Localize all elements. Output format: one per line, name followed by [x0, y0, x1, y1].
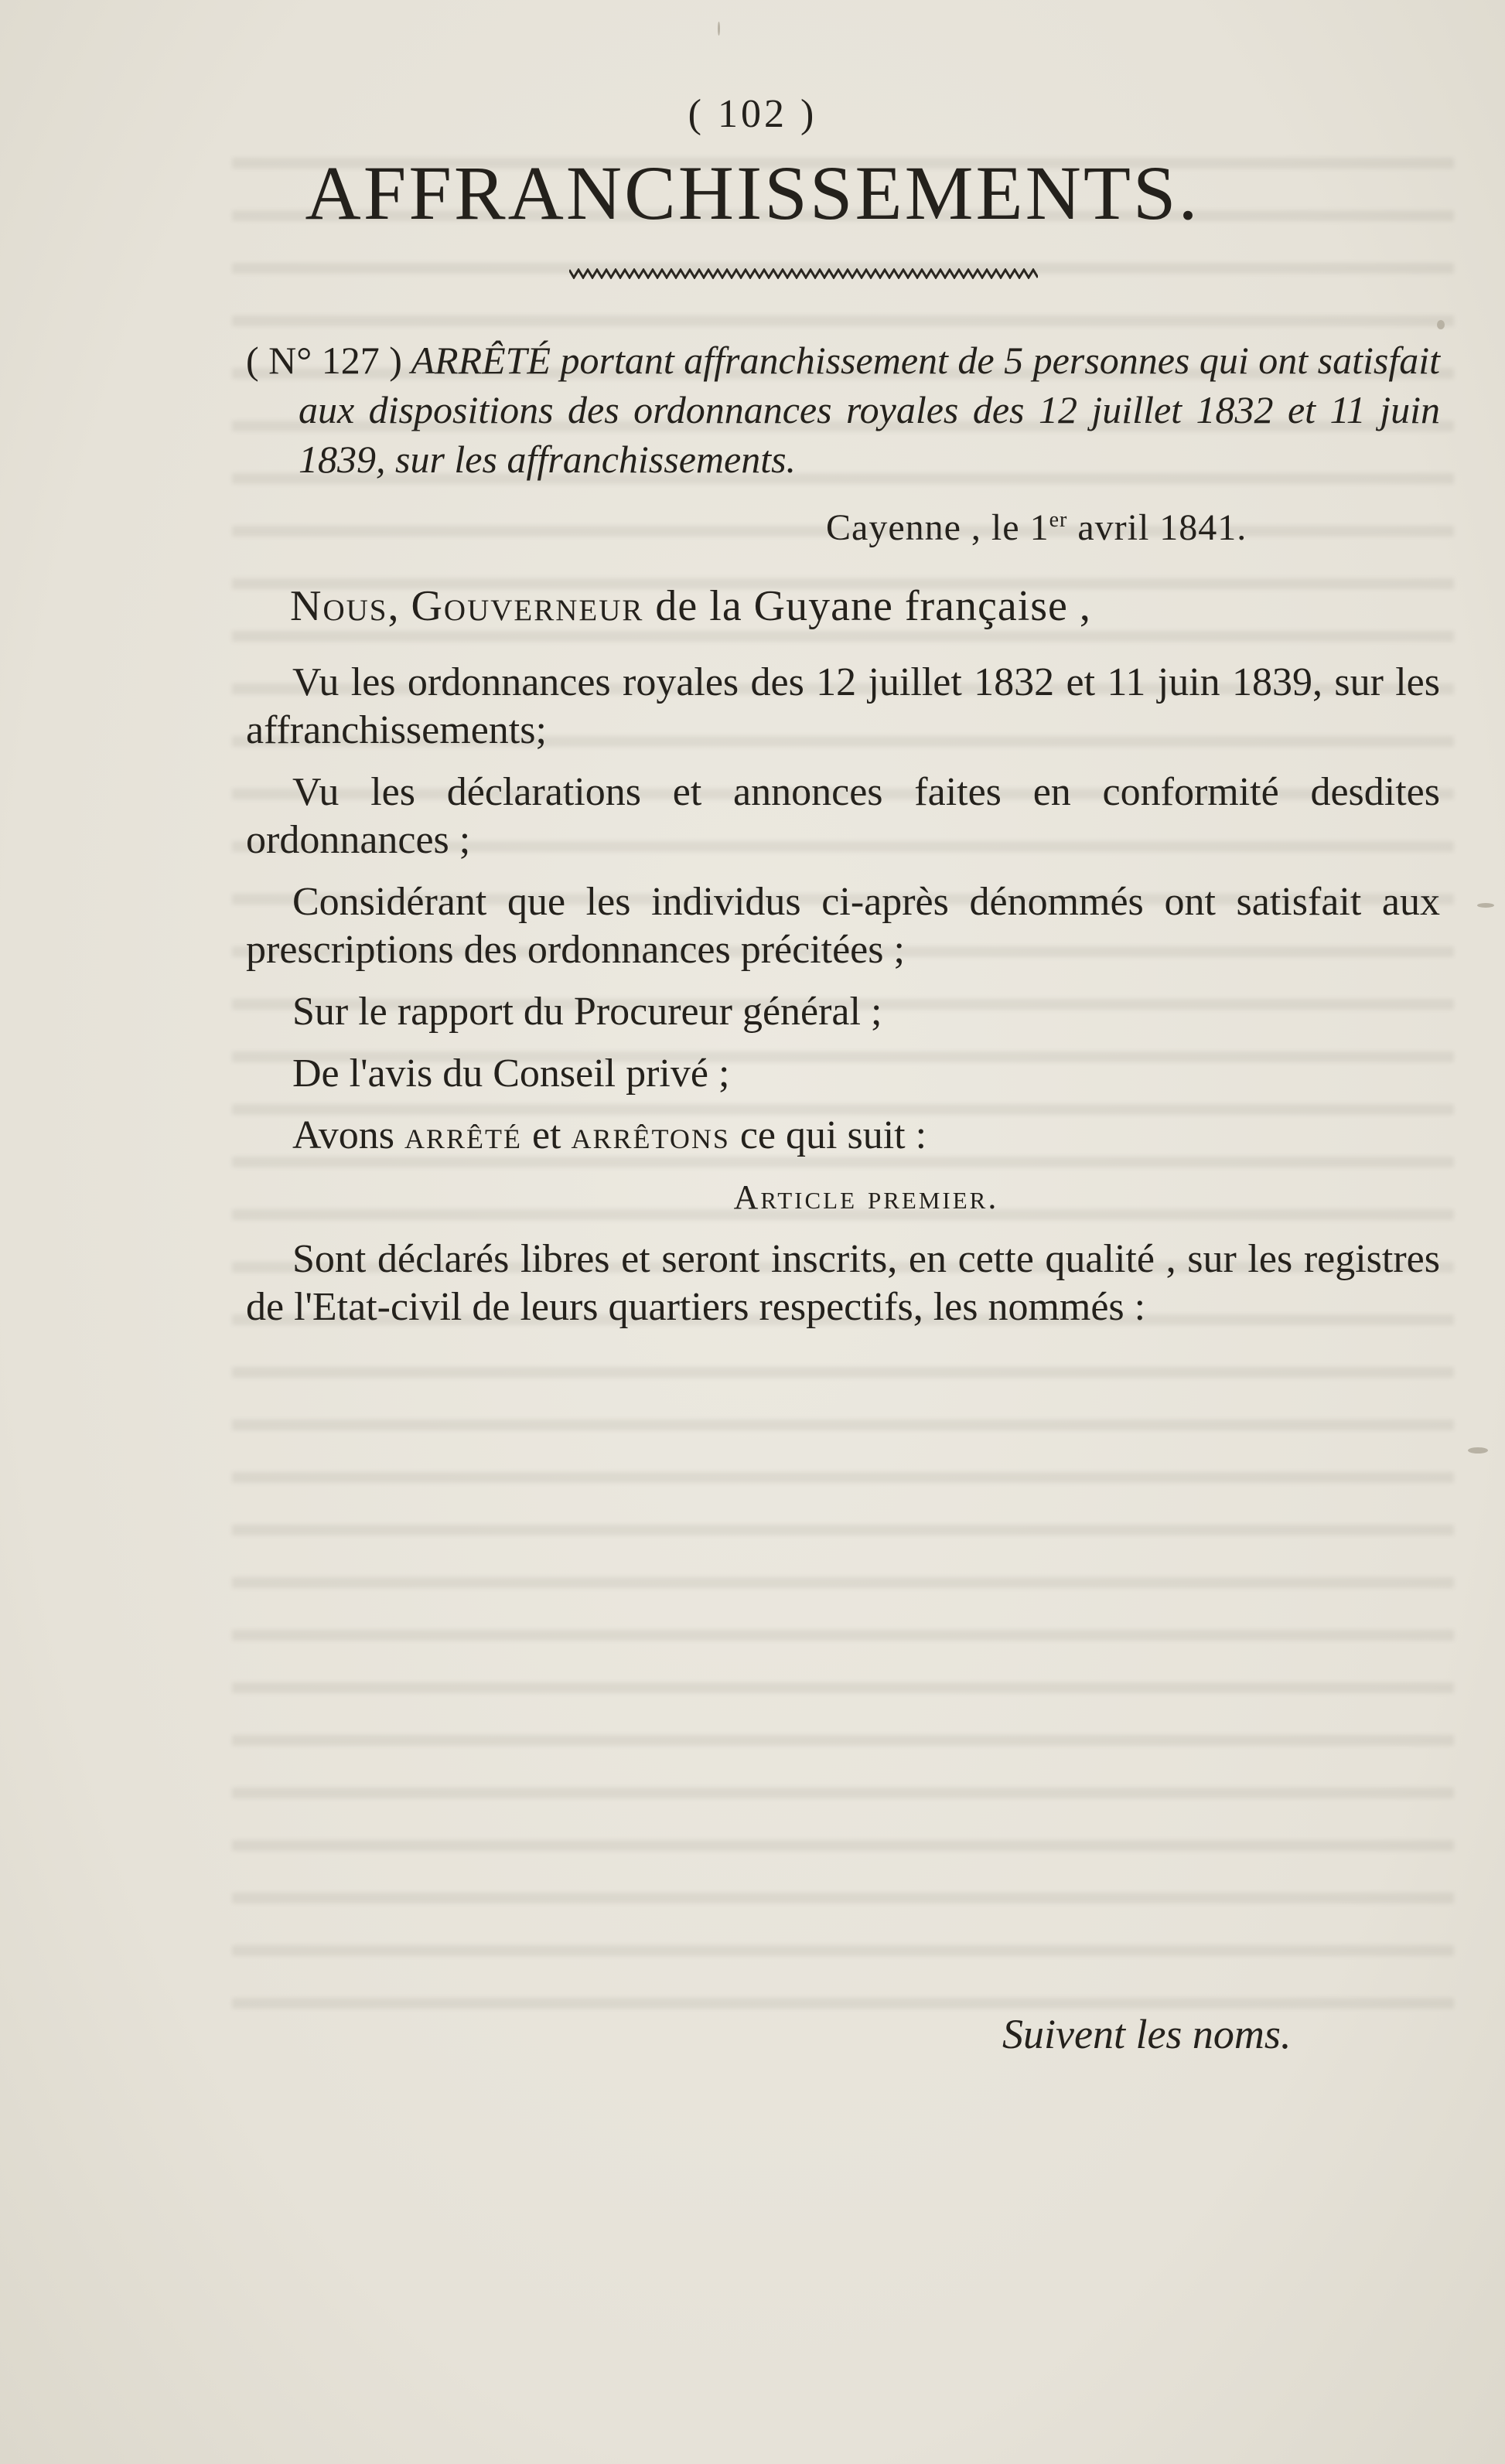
paragraph: Vu les ordonnances royales des 12 juillet 1832 et 11 juin 1839, sur les affranchissements; — [246, 660, 1440, 752]
article-text: Sont déclarés libres et seront inscrits, en cette qualité , sur les registres de l'Etat-civil de leurs quartiers respectifs, les nommés : — [246, 1237, 1440, 1329]
article-heading: Article premier. — [733, 1178, 999, 1216]
ornamental-rule — [569, 268, 1038, 279]
paper-spot — [1477, 903, 1494, 908]
dateline-date: avril 1841. — [1067, 507, 1247, 548]
opening-nous: Nous — [290, 582, 388, 630]
opening-rest: de la Guyane française , — [643, 582, 1091, 630]
paragraph: Sur le rapport du Procureur général ; — [292, 990, 882, 1034]
paragraph: Vu les déclarations et annonces faites en conformité desdites ordonnances ; — [246, 770, 1440, 862]
dateline-sup: er — [1049, 508, 1068, 532]
page-number: ( 102 ) — [688, 92, 817, 136]
opening-gouverneur: Gouverneur — [411, 582, 644, 630]
paper-spot — [718, 22, 720, 36]
dateline — [826, 506, 1247, 549]
decree-title-line: ARRÊTÉ portant affranchissement de 5 personnes qui ont satisfait aux dispositions des ordonnances royales des — [299, 339, 1441, 431]
avons-et: et — [521, 1113, 572, 1157]
avons-line — [246, 1112, 1440, 1160]
avons-arretons: arrêtons — [571, 1113, 730, 1157]
paper-spot — [1468, 1447, 1488, 1454]
decree-heading — [246, 336, 1440, 484]
dateline-place: Cayenne , le 1 — [826, 507, 1049, 548]
closing-line: Suivent les noms. — [1002, 2011, 1292, 2057]
paragraph: Considérant que les individus ci-après dénommés ont satisfait aux prescriptions des ordonnances précitées ; — [246, 880, 1440, 972]
paper-spot — [1437, 320, 1445, 329]
decree-body — [246, 659, 1440, 1345]
avons-arrete: arrêté — [404, 1113, 522, 1157]
avons-a: Avons — [292, 1113, 404, 1157]
opening-line: Nous, Gouverneur de la Guyane française , — [290, 582, 1091, 630]
paragraph: De l'avis du Conseil privé ; — [292, 1051, 730, 1096]
decree-title-end: 12 juillet 1832 et 11 juin 1839, sur les affranchissements. — [299, 388, 1441, 481]
page-title: AFFRANCHISSEMENTS. — [305, 150, 1200, 236]
avons-rest: ce qui suit : — [729, 1113, 927, 1157]
decree-number: ( N° 127 ) — [246, 339, 402, 382]
